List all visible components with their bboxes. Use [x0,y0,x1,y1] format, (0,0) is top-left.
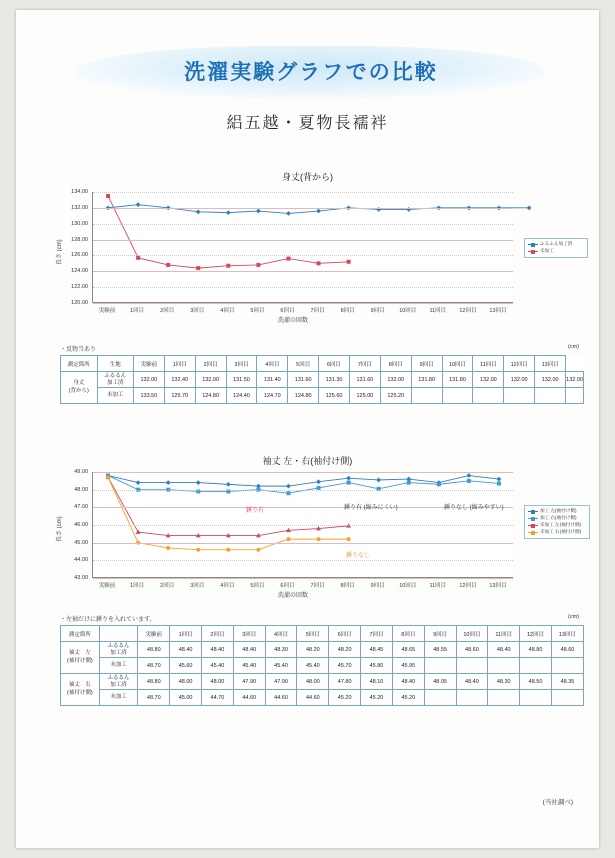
table1-header-cell: 実験前 [133,356,164,372]
table2-value-cell: 48.00 [297,674,329,690]
table2-value-cell: 48.40 [170,642,202,658]
table1-value-cell [473,388,504,404]
x-tick-label: 3回目 [190,583,205,589]
table2-header-cell: 4回目 [265,626,297,642]
gridline [93,287,513,288]
table2-header-cell: 実験前 [138,626,170,642]
table2-value-cell: 47.90 [233,674,265,690]
y-tick-label: 128.00 [71,236,88,243]
y-tick-label: 124.00 [71,268,88,275]
table2-value-cell [456,658,488,674]
x-tick-label: 8回目 [340,583,355,589]
table2-value-cell: 47.90 [265,674,297,690]
table-header-row [61,356,584,372]
table-row [61,372,584,388]
table1-value-cell: 124.70 [257,388,288,404]
legend-item: 加工 右(袖付け側) [528,515,586,522]
gridline [93,240,513,241]
y-tick-label: 134.00 [71,189,88,195]
chart1-legend [524,238,588,258]
table2-header-cell: 9回目 [424,626,456,642]
x-tick-label: 13回目 [489,583,507,589]
table2-value-cell [488,690,520,706]
annotation-omori-nashi: 錘りなし [346,553,371,559]
table1-value-cell: 125.60 [319,388,350,404]
table2-value-cell: 45.40 [265,658,297,674]
table1-value-cell: 132.00 [133,372,164,388]
table2-fabric-cell: ふるるん 加工済 [99,642,138,658]
table2-header-cell: 6回目 [329,626,361,642]
table2-value-cell: 48.40 [488,642,520,658]
table-row [61,674,584,690]
table1-header-cell: 生地 [97,356,133,372]
table2-value-cell: 48.10 [361,674,393,690]
table1-value-cell [535,388,566,404]
table2-value-cell [551,690,583,706]
x-tick-label: 7回目 [310,583,325,589]
table2-value-cell [520,658,552,674]
legend-item: ふるふる加工済 [528,241,584,248]
table1-value-cell [504,388,535,404]
chart2-x-axis-label: 洗濯の回数 [278,593,309,599]
table-row [61,690,584,706]
x-tick-label: 6回目 [280,583,295,589]
y-tick-label: 49.00 [74,469,88,475]
table2-header-cell: 10回目 [456,626,488,642]
page-title: 洗濯実験グラフでの比較 [184,61,438,84]
x-tick-label: 2回目 [160,583,175,589]
table-row [61,388,584,404]
x-tick-label: 10回目 [399,308,417,314]
table2-value-cell [424,690,456,706]
table2-value-cell: 45.40 [202,658,234,674]
x-tick-label: 1回目 [130,583,145,589]
table2-value-cell: 45.20 [329,690,361,706]
table1-value-cell: 132.40 [164,372,195,388]
table2-header-cell: 7回目 [361,626,393,642]
table2-header-cell: 1回目 [170,626,202,642]
table-row [61,658,584,674]
x-tick-label: 9回目 [370,583,385,589]
x-tick-label: 8回目 [340,308,355,314]
table1-value-cell: 132.00 [566,372,584,388]
y-tick-label: 130.00 [71,220,88,227]
x-tick-label: 11回目 [429,308,447,314]
x-tick-label: 4回目 [220,583,235,589]
table1-value-cell [566,388,584,404]
document-page [16,10,599,848]
table2-group-label: 袖丈 左 (袖付け側) [61,642,100,674]
table2-value-cell: 48.60 [456,642,488,658]
table2-value-cell: 48.45 [361,642,393,658]
annotation-omori-ari: 錘り有 [246,508,265,514]
table2-value-cell: 48.35 [551,674,583,690]
table2-value-cell: 48.20 [297,642,329,658]
table1-header-cell: 6回目 [319,356,350,372]
table2-value-cell: 44.60 [233,690,265,706]
table2-note: ・左袖だけに錘りを入れています。 [60,617,156,623]
gridline [93,224,513,225]
annotation-omori-ari-detail: 錘り有 (縮みにくい) [344,505,398,511]
gridline [93,271,513,272]
table2-header-cell: 11回目 [488,626,520,642]
table2-value-cell: 48.70 [138,658,170,674]
x-tick-label: 9回目 [370,308,385,314]
table2-value-cell: 45.70 [329,658,361,674]
table2-value-cell: 48.30 [488,674,520,690]
table1-value-cell: 131.30 [319,372,350,388]
x-tick-label: 1回目 [130,308,145,314]
table2-value-cell: 48.80 [138,642,170,658]
table1-value-cell: 132.00 [195,372,226,388]
table1-header-cell: 7回目 [349,356,380,372]
table1-header-cell: 10回目 [442,356,473,372]
table1-header-cell: 3回目 [226,356,257,372]
table1-header-cell: 5回目 [288,356,319,372]
source-note: (当社調べ) [542,799,573,806]
table2-header-cell: 測定箇所 [61,626,100,642]
table2-value-cell: 48.60 [551,642,583,658]
table-row [61,642,584,658]
table1-value-cell: 133.50 [133,388,164,404]
y-tick-label: 47.00 [74,504,88,511]
table2-header-cell: 5回目 [297,626,329,642]
table2-value-cell: 45.20 [392,690,424,706]
table1-value-cell: 125.20 [380,388,411,404]
table2-value-cell: 48.00 [202,674,234,690]
table1-value-cell [442,388,473,404]
gridline [93,560,513,561]
y-tick-label: 48.00 [74,486,88,493]
table2-value-cell: 48.80 [520,642,552,658]
table1-header-cell: 12回目 [504,356,535,372]
table2-header-cell: 12回目 [520,626,552,642]
page-subtitle: 絽五越・夏物長襦袢 [226,115,389,132]
table1-value-cell: 131.60 [349,372,380,388]
x-tick-label: 11回目 [429,583,447,589]
gridline [93,303,513,304]
gridline [93,525,513,526]
table2-fabric-cell: 未加工 [99,690,138,706]
table1-fabric-cell: ふるるん 加工済 [97,372,133,388]
y-tick-label: 44.00 [74,557,88,564]
table1-value-cell: 131.80 [442,372,473,388]
table1-header-cell: 1回目 [164,356,195,372]
table1-value-cell: 131.60 [288,372,319,388]
table2-header-cell: 8回目 [392,626,424,642]
table2-header-cell [99,626,138,642]
table1-value-cell: 131.80 [411,372,442,388]
table1-header-cell: 13回目 [535,356,566,372]
table1-unit: (cm) [568,344,579,350]
table2-value-cell: 45.40 [297,658,329,674]
chart2-y-axis-label: 長さ (cm) [57,516,63,542]
table1-value-cell: 131.40 [257,372,288,388]
legend-item: 未加工 [528,248,584,255]
x-tick-label: 6回目 [280,308,295,314]
chart1-title: 身丈(背から) [282,172,333,182]
table2-value-cell [551,658,583,674]
annotation-omori-nashi-detail: 錘りなし (縮みやすい) [444,505,504,511]
table-header-row [61,626,584,642]
chart2-title: 袖丈 左・右(袖付け側) [262,456,353,466]
x-tick-label: 実験前 [98,583,116,589]
x-tick-label: 12回目 [459,308,477,314]
table1-value-cell: 124.80 [288,388,319,404]
x-tick-label: 7回目 [310,308,325,314]
table2-value-cell: 48.30 [265,642,297,658]
table2-group-label: 袖丈 右 (袖付け側) [61,674,100,706]
table2-value-cell: 48.80 [138,674,170,690]
y-tick-label: 126.00 [71,252,88,259]
table2-value-cell: 44.60 [297,690,329,706]
table2-measurements [60,625,584,706]
chart1-x-axis-label: 洗濯の回数 [278,318,309,324]
table2-value-cell: 48.20 [329,642,361,658]
table2-value-cell: 48.50 [520,674,552,690]
x-tick-label: 12回目 [459,583,477,589]
table1-header-cell: 9回目 [411,356,442,372]
table1-value-cell: 132.00 [535,372,566,388]
table1-value-cell: 125.00 [349,388,380,404]
table2-value-cell: 45.40 [233,658,265,674]
table1-value-cell: 125.70 [164,388,195,404]
table2-fabric-cell: 未加工 [99,658,138,674]
x-tick-label: 実験前 [98,308,116,314]
gridline [93,208,513,209]
chart1-plot-area [92,192,513,303]
legend-item: 未加工 右(袖付け側) [528,529,586,536]
table2-fabric-cell: ふるるん 加工済 [99,674,138,690]
table2-header-cell: 13回目 [551,626,583,642]
table1-header-cell: 8回目 [380,356,411,372]
gridline [93,578,513,579]
table2-value-cell [520,690,552,706]
table2-value-cell: 48.05 [424,674,456,690]
table2-value-cell: 44.60 [265,690,297,706]
gridline [93,543,513,544]
y-tick-label: 43.00 [74,575,88,581]
table1-note: ・反物当あり [60,347,97,353]
table2-value-cell: 48.00 [170,674,202,690]
chart2-legend [524,505,590,539]
x-tick-label: 3回目 [190,308,205,314]
y-tick-label: 132.00 [71,204,88,211]
x-tick-label: 5回目 [250,308,265,314]
table2-value-cell: 45.80 [361,658,393,674]
legend-item: 未加工 左(袖付け側) [528,522,586,529]
x-tick-label: 10回目 [399,583,417,589]
table2-value-cell: 48.70 [138,690,170,706]
table2-value-cell: 48.65 [392,642,424,658]
table1-value-cell: 131.50 [226,372,257,388]
table2-value-cell: 48.40 [202,642,234,658]
table1-measurements [60,355,584,404]
gridline [93,255,513,256]
table1-value-cell: 124.40 [226,388,257,404]
x-tick-label: 13回目 [489,308,507,314]
chart1-y-axis-label: 長さ (cm) [57,239,63,265]
table2-value-cell [456,690,488,706]
gridline [93,472,513,473]
table1-value-cell: 132.00 [380,372,411,388]
table2-value-cell: 45.95 [392,658,424,674]
table1-header-cell: 測定箇所 [61,356,98,372]
table2-value-cell: 48.40 [233,642,265,658]
table2-value-cell: 47.80 [329,674,361,690]
table2-header-cell: 2回目 [202,626,234,642]
table1-value-cell: 132.00 [504,372,535,388]
table1-header-cell: 2回目 [195,356,226,372]
y-tick-label: 46.00 [74,522,88,528]
table2-value-cell: 48.55 [424,642,456,658]
table1-fabric-cell: 未加工 [97,388,133,404]
y-tick-label: 122.00 [71,284,88,291]
table2-value-cell: 44.70 [202,690,234,706]
gridline [93,192,513,193]
table2-value-cell: 48.40 [392,674,424,690]
x-tick-label: 2回目 [160,308,175,314]
table1-value-cell: 132.00 [473,372,504,388]
table2-value-cell: 48.40 [456,674,488,690]
chart2-plot-area [92,472,513,578]
table1-header-cell: 11回目 [473,356,504,372]
table1-header-cell: 4回目 [257,356,288,372]
table1-value-cell: 124.80 [195,388,226,404]
x-tick-label: 5回目 [250,583,265,589]
table1-group-label: 身丈 (背から) [61,372,98,404]
table1-value-cell [411,388,442,404]
table2-value-cell [488,658,520,674]
table2-header-cell: 3回目 [233,626,265,642]
y-tick-label: 45.00 [74,539,88,546]
table2-value-cell: 45.60 [170,658,202,674]
y-tick-label: 120.00 [71,300,88,306]
table2-unit: (cm) [568,614,579,620]
table2-value-cell [424,658,456,674]
gridline [93,490,513,491]
table2-value-cell: 45.20 [361,690,393,706]
legend-item: 加工 左(袖付け側) [528,508,586,515]
table2-value-cell: 45.00 [170,690,202,706]
x-tick-label: 4回目 [220,308,235,314]
